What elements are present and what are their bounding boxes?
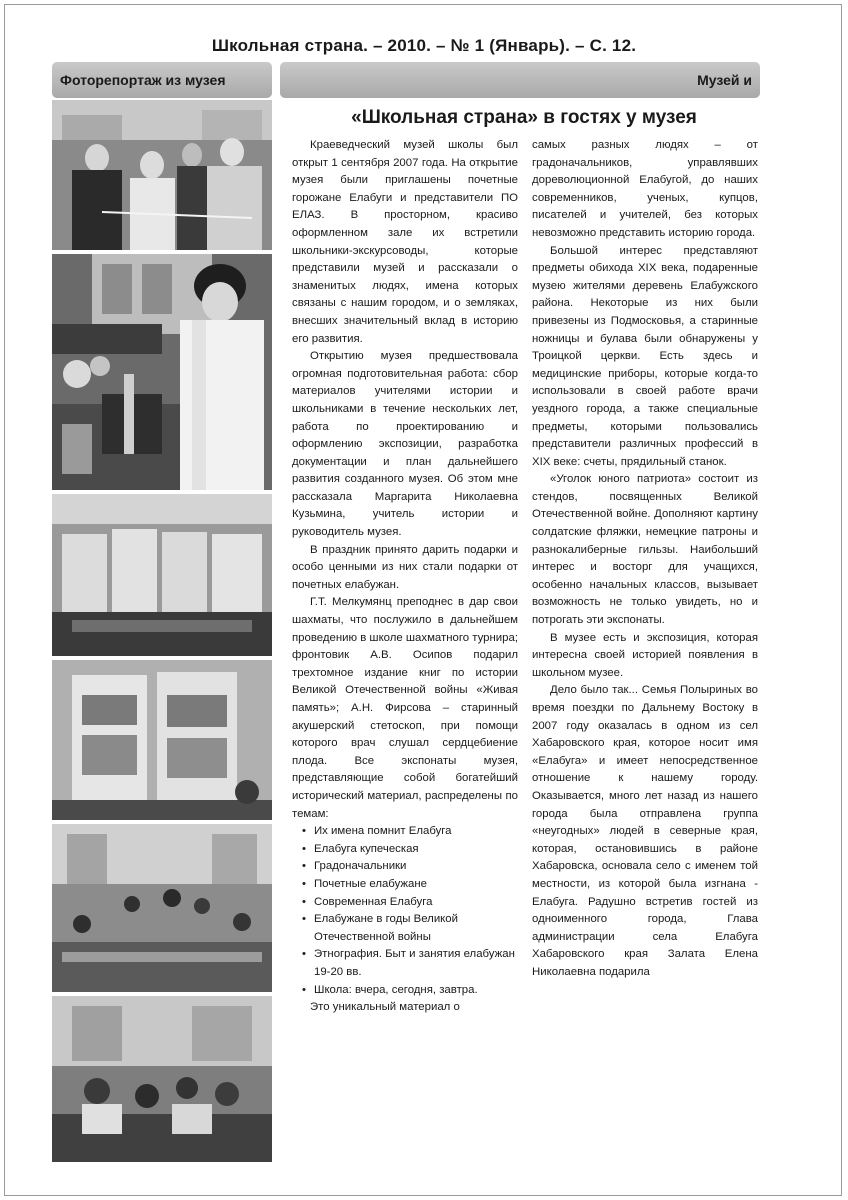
- article-title: «Школьная страна» в гостях у музея: [351, 107, 697, 128]
- topic-item: • Почетные елабужане: [306, 876, 518, 894]
- article-paragraph: В музее есть и экспозиция, которая интересна своей историей появления в школьном музее.: [532, 631, 758, 679]
- article-column-right: [532, 137, 758, 982]
- photo-students-classroom: [52, 824, 272, 992]
- topic-item: • Школа: вчера, сегодня, завтра.: [306, 982, 518, 1000]
- article-paragraph: В праздник принято дарить подарки и особо ценными из них стали подарки от почетных елабужан.: [292, 543, 518, 591]
- photo-students-group: [52, 996, 272, 1162]
- article-paragraph-continued: самых разных людях – от градоначальников, управлявших дореволюционной Елабугой, до наших современников, ученых, купцов, писателей и учителей, без которых невозможно представить историю города.: [532, 139, 758, 239]
- section-band-photo-report: [52, 62, 272, 98]
- topic-item: • Елабужане в годы Великой Отечественной войны: [306, 911, 518, 946]
- article-paragraph-tail: Это уникальный материал о: [310, 1001, 460, 1014]
- article-column-left: [292, 137, 518, 1017]
- article-paragraph: Большой интерес представляют предметы обихода XIX века, подаренные музею жителями деревень Елабужского района. Некоторые из них были привезены из Подмосковья, а старинные ножницы и булава были обнаружены у Троицкой церкви. Есть здесь и медицинские приборы, которые когда-то использовали в своей работе врачи уездного города, а также специальные предметы, которыми пользовались представители различных профессий в XIX веке: счеты, прядильный станок.: [532, 244, 758, 468]
- article-paragraph: Г.Т. Мелкумянц преподнес в дар свои шахматы, что послужило в дальнейшем проведению в школе шахматного турнира; фронтовик А.В. Осипов подарил трехтомное издание книг по истории Великой Отечественной войны «Живая память»; А.Н. Фирсова – старинный акушерский стетоскоп, при помощи которого врач слушал сердцебиение плода. Все экспонаты музея, представляющие собой богатейший исторический материал, распределены по темам:: [292, 596, 518, 820]
- photo-display-stands: [52, 660, 272, 820]
- topic-item: • Их имена помнит Елабуга: [306, 823, 518, 841]
- article-paragraph: «Уголок юного патриота» состоит из стендов, посвященных Великой Отечественной войне. Дополняют картину солдатские фляжки, немецкие патроны и разнокалиберные гильзы. Наибольший интерес и восторг для учащихся, особенно начальных классов, вызывает возможность не только увидеть, но и потрогать эти экспонаты.: [532, 473, 758, 627]
- topics-list: [292, 823, 518, 999]
- section-band-museum: [280, 62, 760, 98]
- photo-ribbon-cutting: [52, 100, 272, 250]
- section-band-museum-label: Музей и: [697, 72, 752, 88]
- running-head: Школьная страна. – 2010. – № 1 (Январь). – С. 12.: [211, 36, 637, 55]
- topic-item: • Градоначальники: [306, 858, 518, 876]
- article-paragraph: Дело было так... Семья Полыриных во время поездки по Дальнему Востоку в 2007 году оказалась в одном из сел Хабаровского края, которое носит имя «Елабуга» и имеет непосредственное отношение к нашему городу. Оказывается, много лет назад из нашего города была отправлена группа «неугодных» людей в северные края, которая, остановившись в районе Хабаровска, основала село с именем той местности, из которой была изгнана - Елабуга. Радушно встретив гостей из одноименного города, Глава администрации села Елабуга Хабаровского края Залата Елена Николаевна подарила: [532, 684, 758, 978]
- topic-item: • Елабуга купеческая: [306, 841, 518, 859]
- photo-museum-director: [52, 254, 272, 490]
- photo-column: [52, 100, 272, 1162]
- article-paragraph: Открытию музея предшествовала огромная подготовительная работа: сбор материалов учителями истории и школьниками в течение нескольких лет, работа по проектированию и оформлению экспозиции, разработка документации и план дальнейшего развития созданного музея. Об этом мне рассказала Маргарита Николаевна Кузьмина, учитель истории и руководитель музея.: [292, 350, 518, 539]
- photo-exhibition-hall: [52, 494, 272, 656]
- topic-item: • Современная Елабуга: [306, 894, 518, 912]
- article-paragraph: Краеведческий музей школы был открыт 1 сентября 2007 года. На открытие музея были приглашены почетные горожане Елабуги и представители ПО ЕЛАЗ. В просторном, красиво оформленном зале их встретили школьники-экскурсоводы, которые представили музей и рассказали о знаменитых людях, имена которых связаны с нашим городом, и о земляках, внесших значительный вклад в историю его развития.: [292, 139, 518, 345]
- topic-item: • Этнография. Быт и занятия елабужан 19-20 вв.: [306, 946, 518, 981]
- section-band-photo-report-label: Фоторепортаж из музея: [60, 72, 226, 88]
